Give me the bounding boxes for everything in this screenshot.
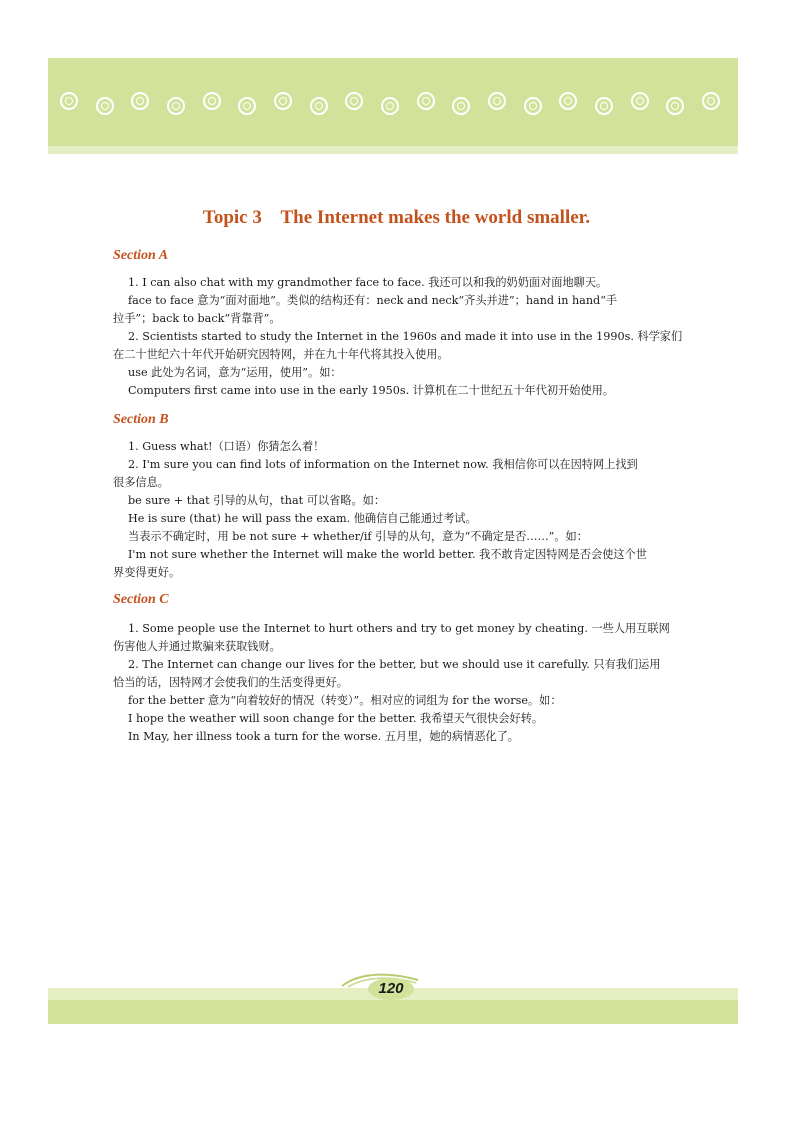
text-line: 1. I can also chat with my grandmother face to face. 我还可以和我的奶奶面对面地聊天。 [128, 276, 608, 289]
circle-ornament-icon [203, 92, 221, 110]
text-line: I hope the weather will soon change for the better. 我希望天气很快会好转。 [128, 712, 544, 725]
text-line: Computers first came into use in the early 1950s. 计算机在二十世纪五十年代初开始使用。 [128, 384, 615, 397]
text-line: use 此处为名词，意为“运用，使用”。如： [128, 366, 342, 379]
circle-ornament-icon [631, 92, 649, 110]
circle-ornament-icon [702, 92, 720, 110]
text-line: 界变得更好。 [113, 566, 181, 579]
circle-ornament-icon [96, 97, 114, 115]
circle-ornament-icon [417, 92, 435, 110]
text-line: 2. The Internet can change our lives for the better, but we should use it carefully. 只有我们运用 [128, 658, 661, 671]
text-line: 很多信息。 [113, 476, 169, 489]
page-title: Topic 3 The Internet makes the world smaller. [202, 207, 591, 228]
circle-ornament-icon [595, 97, 613, 115]
text-line: 2. Scientists started to study the Internet in the 1960s and made it into use in the 1990s. 科学家们 [128, 330, 683, 343]
page-number: 120 [378, 980, 404, 997]
section-heading: Section B [113, 412, 169, 427]
circle-ornament-icon [60, 92, 78, 110]
circle-ornament-icon [381, 97, 399, 115]
text-line: He is sure (that) he will pass the exam. 他确信自己能通过考试。 [128, 512, 477, 525]
text-line: 在二十世纪六十年代开始研究因特网，并在九十年代将其投入使用。 [113, 348, 449, 361]
circle-ornament-icon [488, 92, 506, 110]
circle-ornament-icon [310, 97, 328, 115]
header-band-stripe [48, 146, 738, 154]
footer-band [48, 1000, 738, 1024]
text-line: 恰当的话，因特网才会使我们的生活变得更好。 [113, 676, 348, 689]
text-line: In May, her illness took a turn for the worse. 五月里，她的病情恶化了。 [128, 730, 519, 743]
circle-ornament-icon [274, 92, 292, 110]
text-line: face to face 意为“面对面地”。类似的结构还有：neck and neck“齐头并进”；hand in hand“手 [128, 294, 618, 307]
section-heading: Section C [113, 592, 169, 607]
text-line: 1. Guess what!（口语）你猜怎么着！ [128, 440, 325, 453]
section-heading: Section A [113, 248, 169, 263]
circle-ornament-icon [167, 97, 185, 115]
text-line: I'm not sure whether the Internet will make the world better. 我不敢肯定因特网是否会使这个世 [128, 548, 647, 561]
text-line: 2. I'm sure you can find lots of information on the Internet now. 我相信你可以在因特网上找到 [128, 458, 638, 471]
text-line: be sure + that 引导的从句，that 可以省略。如： [128, 494, 386, 507]
circle-ornament-icon [524, 97, 542, 115]
text-line: 伤害他人并通过欺骗来获取钱财。 [113, 640, 281, 653]
text-line: 拉手”；back to back“背靠背”。 [113, 312, 281, 325]
text-line: 1. Some people use the Internet to hurt others and try to get money by cheating. 一些人用互联网 [128, 622, 670, 635]
text-line: 当表示不确定时，用 be not sure + whether/if 引导的从句，意为“不确定是否……”。如： [128, 530, 588, 543]
text-line: for the better 意为“向着较好的情况（转变）”。相对应的词组为 for the worse。如： [128, 694, 562, 707]
